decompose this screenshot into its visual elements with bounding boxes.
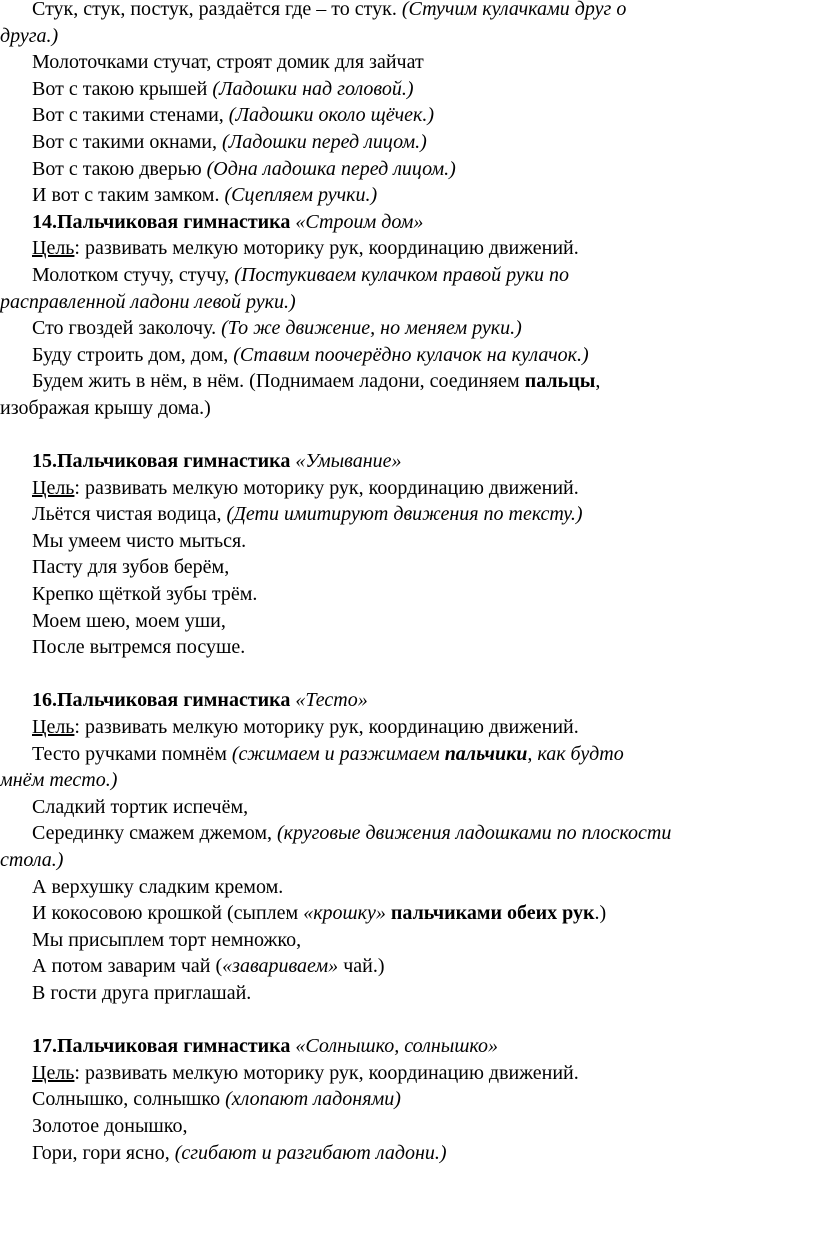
- text-line: [0, 23, 816, 50]
- text-line: [0, 501, 816, 528]
- verse-text: Будем жить в нём, в нём. (Поднимаем ладони, соединяем: [32, 370, 525, 393]
- text-line: [0, 900, 816, 927]
- goal-text: : развивать мелкую моторику рук, координацию движений.: [74, 716, 579, 739]
- verse-text: Серединку смажем джемом,: [32, 822, 277, 845]
- verse-text: Крепко щёткой зубы трём.: [32, 583, 258, 606]
- text-line: [0, 634, 816, 661]
- stage-direction: (Ставим поочерёдно кулачок на кулачок.): [233, 343, 589, 366]
- text-line: [0, 741, 816, 768]
- text-line: [0, 1086, 816, 1113]
- blank-line: [0, 661, 816, 688]
- stage-direction: (Сцепляем ручки.): [224, 184, 378, 207]
- text-line: [0, 102, 816, 129]
- goal-line: [0, 235, 816, 262]
- stage-direction: (Стучим кулачками друг о: [401, 0, 627, 20]
- goal-text: : развивать мелкую моторику рук, координацию движений.: [74, 476, 579, 499]
- goal-label: Цель: [32, 1061, 75, 1084]
- verse-text: Вот с такою крышей: [32, 77, 213, 100]
- goal-line: [0, 714, 816, 741]
- verse-text: Мы умеем чисто мыться.: [32, 529, 247, 552]
- stage-direction: расправленной ладони левой руки.): [0, 290, 296, 313]
- stage-direction: (То же движение, но меняем руки.): [221, 317, 522, 340]
- stage-direction: (Ладошки перед лицом.): [222, 130, 427, 153]
- goal-label: Цель: [32, 476, 75, 499]
- blank-line: [0, 422, 816, 449]
- text-line: [0, 953, 816, 980]
- verse-text: Буду строить дом, дом,: [32, 343, 234, 366]
- goal-line: [0, 1060, 816, 1087]
- stage-direction: (сгибают и разгибают ладони.): [174, 1141, 447, 1164]
- bold-word: пальчики: [444, 742, 528, 765]
- text-line: [0, 156, 816, 183]
- section-heading: [0, 448, 816, 475]
- blank-line: [0, 1007, 816, 1034]
- verse-text: Молотком стучу, стучу,: [32, 263, 235, 286]
- verse-text: Гори, гори ясно,: [32, 1141, 175, 1164]
- stage-direction: (Дети имитируют движения по тексту.): [226, 503, 583, 526]
- stage-direction: друга.): [0, 24, 59, 47]
- verse-text: Сто гвоздей заколочу.: [32, 317, 222, 340]
- section-number-title: 14.Пальчиковая гимнастика: [32, 210, 291, 233]
- stage-direction: «завариваем»: [222, 955, 339, 978]
- verse-text: После вытремся посуше.: [32, 636, 246, 659]
- verse-text: А верхушку сладким кремом.: [32, 875, 284, 898]
- verse-text: Моем шею, моем уши,: [32, 609, 226, 632]
- text-line: [0, 980, 816, 1007]
- verse-text: Золотое донышко,: [32, 1114, 188, 1137]
- text-line: [0, 767, 816, 794]
- verse-text: И кокосовою крошкой (сыплем: [32, 902, 304, 925]
- verse-text: В гости друга приглашай.: [32, 981, 252, 1004]
- verse-text: Сладкий тортик испечём,: [32, 795, 249, 818]
- text-line: [0, 395, 816, 422]
- text-line: [0, 1113, 816, 1140]
- text-line: [0, 528, 816, 555]
- verse-text: И вот с таким замком.: [32, 184, 225, 207]
- stage-direction: (Ладошки около щёчек.): [228, 104, 435, 127]
- stage-direction: , как будто: [527, 742, 624, 765]
- stage-direction: (круговые движения ладошками по плоскости: [277, 822, 672, 845]
- verse-text: Пасту для зубов берём,: [32, 556, 230, 579]
- text-line: [0, 794, 816, 821]
- exercise-title: «Солнышко, солнышко»: [295, 1035, 499, 1058]
- stage-direction: (Одна ладошка перед лицом.): [206, 157, 456, 180]
- verse-text: Вот с такими стенами,: [32, 104, 229, 127]
- text-line: [0, 927, 816, 954]
- goal-line: [0, 475, 816, 502]
- verse-text: Солнышко, солнышко: [32, 1088, 226, 1111]
- verse-text: Льётся чистая водица,: [32, 503, 227, 526]
- stage-direction: мнём тесто.): [0, 769, 118, 792]
- bold-word: пальчиками обеих рук: [385, 902, 595, 925]
- stage-direction: (Постукиваем кулачком правой руки по: [234, 263, 570, 286]
- stage-direction: «крошку»: [303, 902, 386, 925]
- goal-text: : развивать мелкую моторику рук, координацию движений.: [74, 1061, 579, 1084]
- stage-direction: стола.): [0, 849, 64, 871]
- goal-label: Цель: [32, 716, 75, 739]
- verse-text: Стук, стук, постук, раздаётся где – то стук.: [32, 0, 402, 20]
- section-number-title: 16.Пальчиковая гимнастика: [32, 689, 291, 712]
- stage-direction: (сжимаем и разжимаем: [231, 742, 445, 765]
- text-line: [0, 368, 816, 395]
- verse-text: Молоточками стучат, строят домик для зайчат: [32, 51, 424, 74]
- goal-label: Цель: [32, 237, 75, 260]
- verse-text: Мы присыплем торт немножко,: [32, 928, 302, 951]
- exercise-title: «Строим дом»: [295, 210, 424, 233]
- exercise-title: «Умывание»: [295, 450, 402, 473]
- verse-text: Вот с такими окнами,: [32, 130, 222, 153]
- text-line: [0, 581, 816, 608]
- section-number-title: 15.Пальчиковая гимнастика: [32, 450, 291, 473]
- text-line: [0, 1140, 816, 1167]
- text-line: [0, 847, 816, 874]
- verse-text: чай.): [338, 955, 385, 978]
- text-line: [0, 608, 816, 635]
- section-heading: [0, 1033, 816, 1060]
- verse-text: Вот с такою дверью: [32, 157, 207, 180]
- text-line: [0, 554, 816, 581]
- verse-text: ,: [595, 370, 601, 393]
- text-line: [0, 874, 816, 901]
- verse-text: .): [594, 902, 607, 925]
- text-line: [0, 262, 816, 289]
- section-heading: [0, 209, 816, 236]
- section-number-title: 17.Пальчиковая гимнастика: [32, 1035, 291, 1058]
- verse-text: Тесто ручками помнём: [32, 742, 232, 765]
- verse-text: изображая крышу дома.): [0, 396, 211, 419]
- text-line: [0, 49, 816, 76]
- goal-text: : развивать мелкую моторику рук, координацию движений.: [74, 237, 579, 260]
- text-line: [0, 0, 816, 23]
- stage-direction: (хлопают ладонями): [225, 1088, 401, 1111]
- text-line: [0, 820, 816, 847]
- section-heading: [0, 687, 816, 714]
- text-line: [0, 289, 816, 316]
- text-line: [0, 76, 816, 103]
- text-line: [0, 342, 816, 369]
- text-line: [0, 129, 816, 156]
- text-line: [0, 315, 816, 342]
- stage-direction: (Ладошки над головой.): [212, 77, 414, 100]
- verse-text: А потом заварим чай (: [32, 955, 223, 978]
- exercise-title: «Тесто»: [295, 689, 368, 712]
- text-line: [0, 182, 816, 209]
- bold-word: пальцы: [524, 370, 596, 393]
